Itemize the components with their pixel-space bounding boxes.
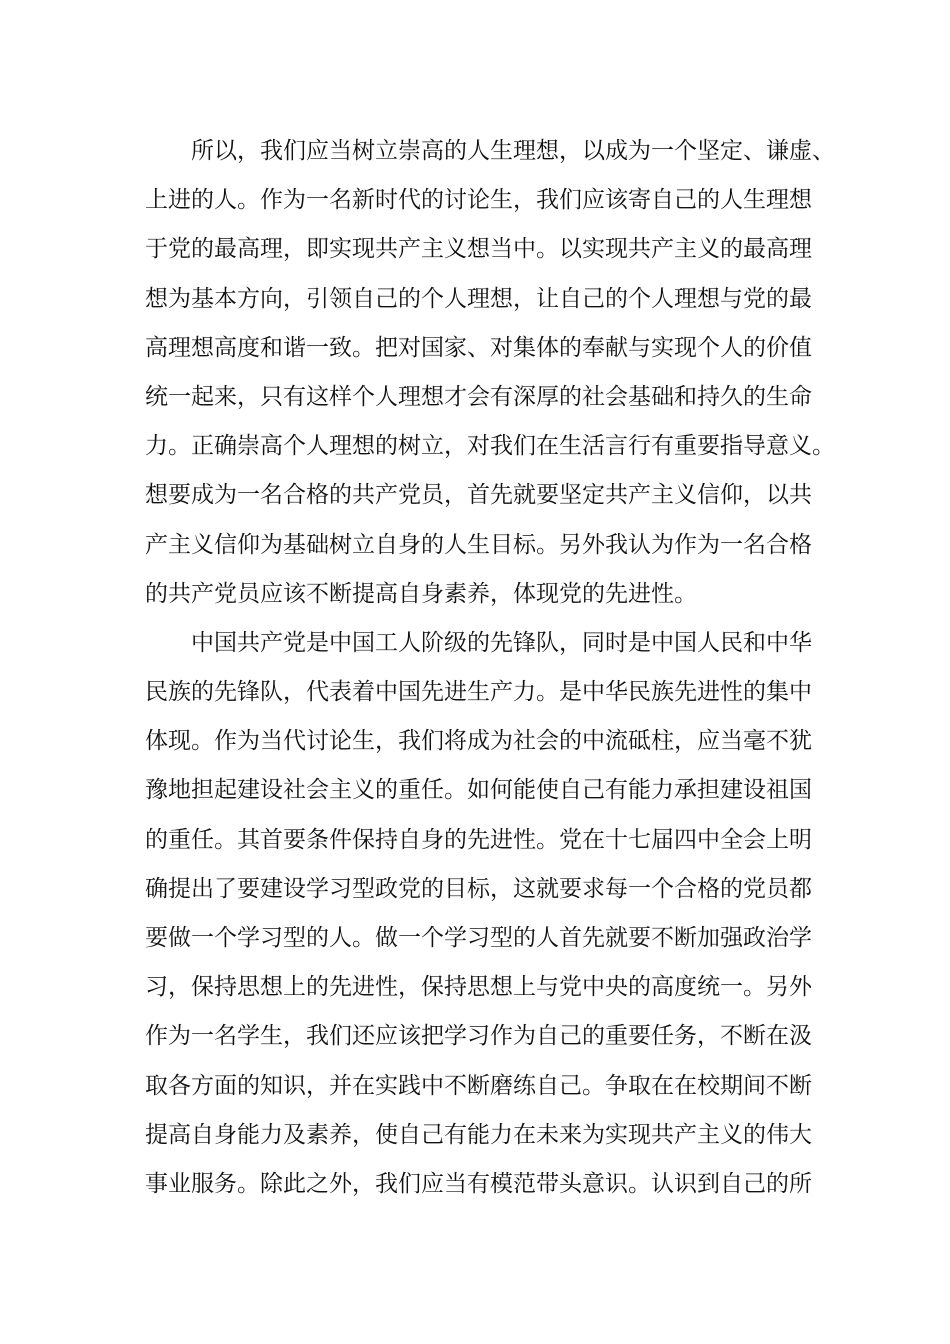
paragraph-2-line-2: 民族的先锋队，代表着中国先进生产力。是中华民族先进性的集中 bbox=[145, 679, 812, 706]
paragraph-2-line-9: 作为一名学生，我们还应该把学习作为自己的重要任务，不断在汲 bbox=[145, 1023, 812, 1050]
paragraph-2-line-10: 取各方面的知识，并在实践中不断磨练自己。争取在在校期间不断 bbox=[145, 1072, 812, 1099]
paragraph-2-line-7: 要做一个学习型的人。做一个学习型的人首先就要不断加强政治学 bbox=[145, 925, 812, 951]
paragraph-2-line-11: 提高自身能力及素养，使自己有能力在未来为实现共产主义的伟大 bbox=[145, 1121, 812, 1148]
paragraph-2-line-3: 体现。作为当代讨论生，我们将成为社会的中流砥柱，应当毫不犹 bbox=[145, 728, 812, 755]
paragraph-1-line-6: 统一起来，只有这样个人理想才会有深厚的社会基础和持久的生命 bbox=[145, 383, 812, 410]
paragraph-2-line-8: 习，保持思想上的先进性，保持思想上与党中央的高度统一。另外 bbox=[145, 974, 812, 1001]
paragraph-1-line-10: 的共产党员应该不断提高自身素养，体现党的先进性。 bbox=[145, 580, 697, 607]
paragraph-2-line-5: 的重任。其首要条件保持自身的先进性。党在十七届四中全会上明 bbox=[145, 826, 812, 853]
paragraph-2-line-4: 豫地担起建设社会主义的重任。如何能使自己有能力承担建设祖国 bbox=[145, 777, 812, 804]
paragraph-1-line-4: 想为基本方向，引领自己的个人理想，让自己的个人理想与党的最 bbox=[145, 285, 812, 312]
paragraph-2-line-6: 确提出了要建设学习型政党的目标，这就要求每一个合格的党员都 bbox=[145, 875, 812, 902]
paragraph-1-line-2: 上进的人。作为一名新时代的讨论生，我们应该寄自己的人生理想 bbox=[145, 187, 812, 214]
paragraph-1-line-1: 所以，我们应当树立崇高的人生理想，以成为一个坚定、谦虚、 bbox=[191, 138, 835, 164]
document-body bbox=[145, 127, 845, 1209]
paragraph-2-line-1: 中国共产党是中国工人阶级的先锋队，同时是中国人民和中华 bbox=[191, 629, 812, 656]
paragraph-2-line-12: 事业服务。除此之外，我们应当有模范带头意识。认识到自己的所 bbox=[145, 1170, 812, 1197]
paragraph-1-line-5: 高理想高度和谐一致。把对国家、对集体的奉献与实现个人的价值 bbox=[145, 334, 812, 361]
paragraph-1-line-7: 力。正确崇高个人理想的树立，对我们在生活言行有重要指导意义。 bbox=[145, 433, 835, 460]
paragraph-1-line-3: 于党的最高理，即实现共产主义想当中。以实现共产主义的最高理 bbox=[145, 236, 812, 263]
paragraph-1-line-9: 产主义信仰为基础树立自身的人生目标。另外我认为作为一名合格 bbox=[145, 531, 812, 558]
paragraph-1-line-8: 想要成为一名合格的共产党员，首先就要坚定共产主义信仰，以共 bbox=[145, 482, 812, 509]
